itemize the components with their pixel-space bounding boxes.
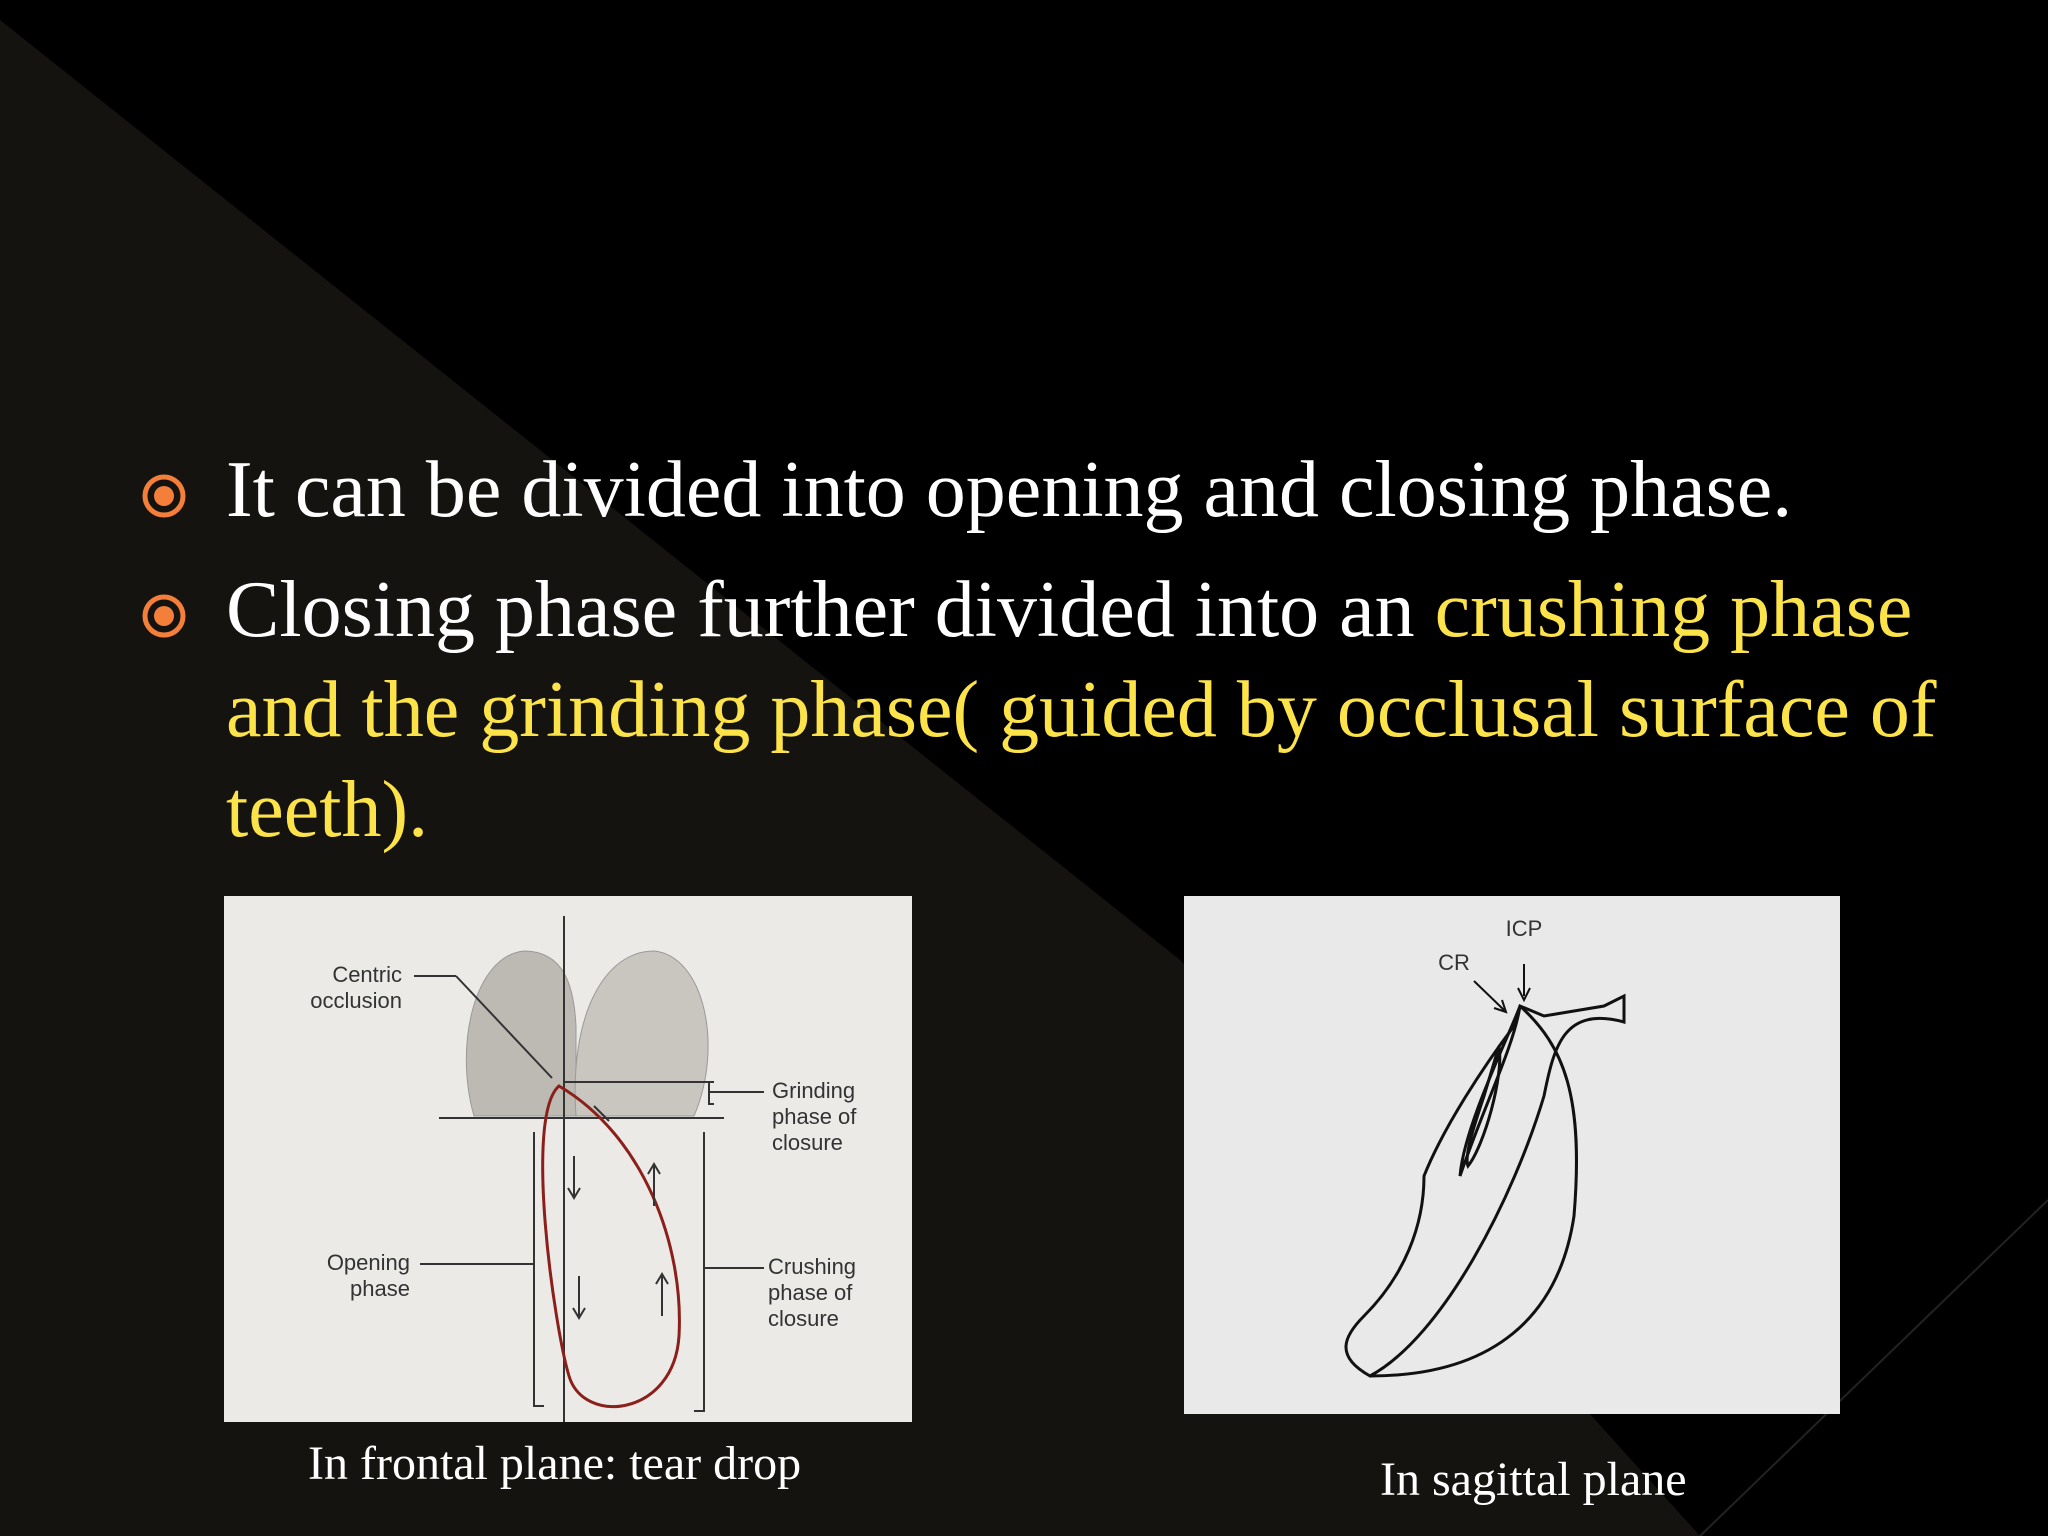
bullet-highlight-text: crushing phase and the grinding phase( guided by occlusal surface of teeth). [226,566,1937,854]
bullet-item-1 [140,440,2020,540]
label-icp: ICP [1505,916,1543,941]
sagittal-plane-figure [1184,896,1840,1414]
label-opening-2: phase [350,1276,410,1301]
sagittal-caption: In sagittal plane [1380,1453,1687,1506]
label-opening-1: Opening [326,1250,410,1275]
bullet-icon [140,472,188,520]
label-centric-2: occlusion [310,988,402,1013]
label-grinding-2: phase of [772,1104,857,1129]
bullet-list [140,440,2020,880]
label-grinding-1: Grinding [772,1078,856,1103]
label-crushing-1: Crushing [768,1254,857,1279]
label-crushing-3: closure [768,1306,839,1331]
bullet-text: It can be divided into opening and closing phase. [226,446,1793,534]
label-cr: CR [1438,950,1470,975]
frontal-plane-figure [224,896,912,1422]
label-centric-1: Centric [332,962,402,987]
label-crushing-2: phase of [768,1280,853,1305]
frontal-caption: In frontal plane: tear drop [308,1437,802,1490]
bullet-text: Closing phase further divided into an [226,566,1435,654]
label-grinding-3: closure [772,1130,843,1155]
bullet-icon [140,592,188,640]
bullet-item-2 [140,560,2020,860]
